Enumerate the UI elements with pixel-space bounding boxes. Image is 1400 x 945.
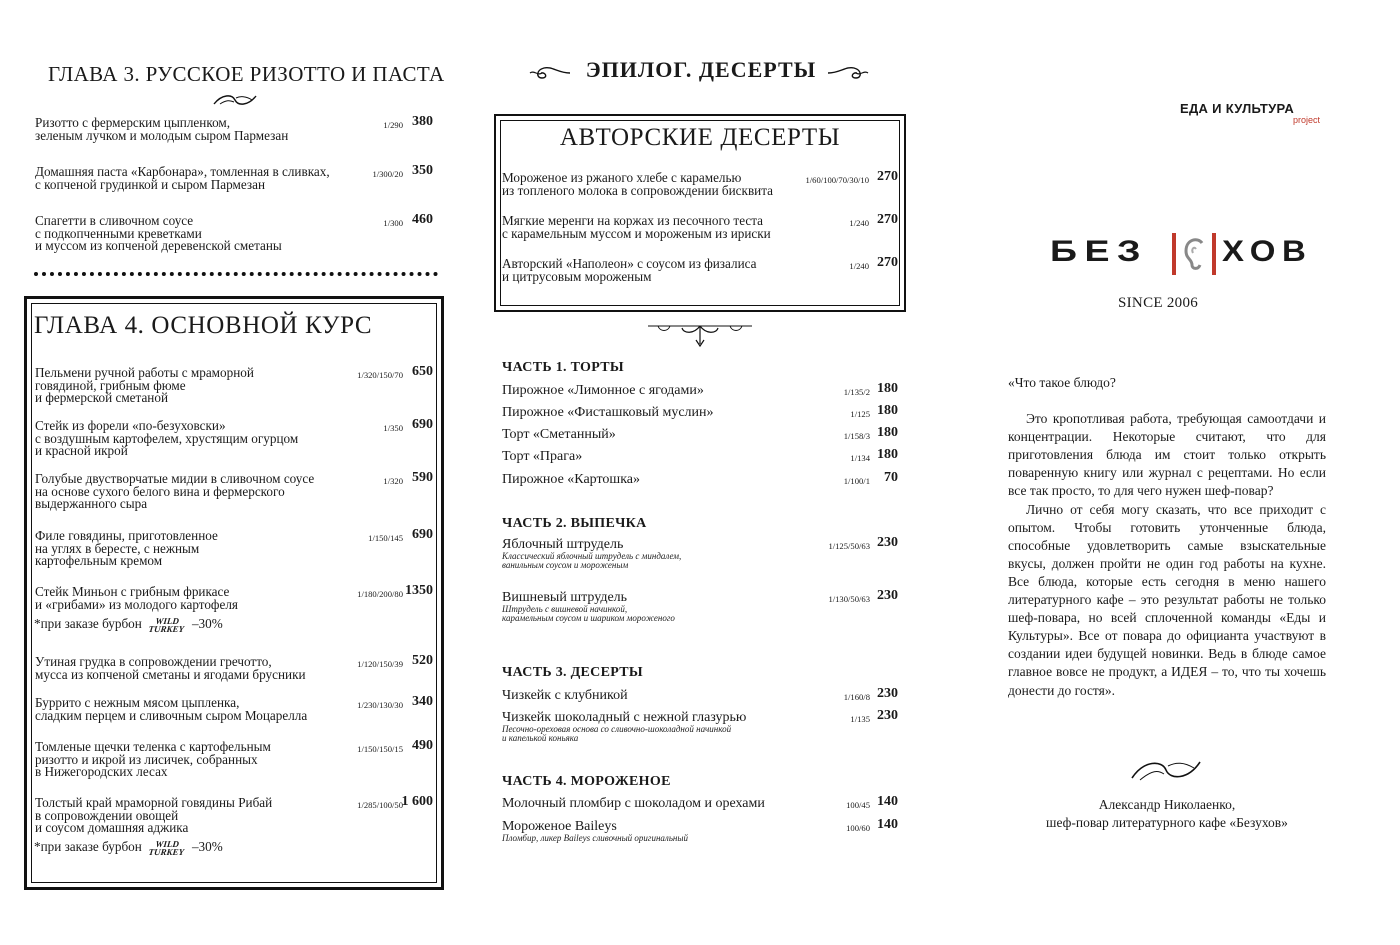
project-brand: ЕДА И КУЛЬТУРА (1180, 101, 1295, 116)
since-year: SINCE 2006 (1118, 295, 1199, 311)
menu-item-name: Вишневый штрудель (502, 590, 628, 605)
menu-item-weight: 1/125 (850, 409, 870, 419)
menu-item (502, 588, 898, 624)
menu-item-weight: 1/240 (849, 261, 869, 271)
menu-item (502, 794, 898, 811)
menu-item (35, 163, 433, 192)
menu-item-weight: 1/350 (383, 423, 403, 433)
menu-item-weight: 1/180/200/80 (357, 589, 403, 599)
menu-item-price: 690 (412, 527, 433, 542)
menu-item-price: 380 (412, 114, 433, 129)
menu-item-weight: 100/45 (846, 800, 870, 810)
menu-item-price: 140 (877, 794, 898, 809)
signature-name: Александр Николаенко, (1098, 797, 1236, 812)
menu-item-price: 340 (412, 694, 433, 709)
menu-item-weight: 1/240 (849, 218, 869, 228)
menu-item-weight: 1/120/150/39 (357, 659, 403, 669)
bourbon-offer (34, 839, 223, 856)
menu-item-name: Торт «Сметанный» (502, 427, 616, 442)
menu-item (502, 425, 898, 442)
menu-item-weight: 1/135 (850, 714, 870, 724)
menu-item-weight: 1/150/145 (368, 533, 403, 543)
menu-item-price: 270 (877, 169, 898, 184)
menu-item-price: 1350 (405, 583, 433, 598)
menu-item-price: 180 (877, 381, 898, 396)
menu-item-price: 490 (412, 738, 433, 753)
ear-icon (1182, 237, 1208, 271)
menu-item-name: Толстый край мраморной говядины Рибай в сопровождении овощей и соусом домашняя аджика (35, 795, 273, 836)
authors-desserts-title: АВТОРСКИЕ ДЕСЕРТЫ (559, 124, 841, 151)
menu-item-weight: 1/134 (850, 453, 870, 463)
menu-item-weight: 1/285/100/50 (357, 800, 403, 810)
menu-item-name: Чизкейк с клубникой (502, 688, 628, 703)
bezukhov-logo (1050, 233, 1313, 275)
menu-item-weight: 1/320 (383, 476, 403, 486)
menu-item-name: Стейк из форели «по-безуховски» с воздушным картофелем, хрустящим огурцом и красной икрой (35, 418, 299, 459)
menu-item-weight: 1/60/100/70/30/10 (805, 175, 869, 185)
menu-item-name: Домашняя паста «Карбонара», томленная в сливках, с копченой грудинкой и сыром Пармезан (35, 164, 330, 192)
menu-item-name: Мороженое Baileys (502, 819, 617, 834)
bourbon-discount: –30% (191, 616, 223, 631)
menu-item-price: 270 (877, 212, 898, 227)
menu-item (502, 403, 898, 420)
menu-item-name: Мороженое из ржаного хлебе с карамелью из топленого молока в сопровождении бисквита (502, 170, 774, 198)
menu-item-name: Пирожное «Лимонное с ягодами» (502, 383, 704, 398)
wild-turkey-logo: WILD TURKEY (148, 615, 185, 634)
chef-signature (1008, 796, 1326, 832)
menu-item-weight: 1/130/50/63 (828, 594, 870, 604)
menu-item (502, 686, 898, 703)
menu-item-name: Пельмени ручной работы с мраморной говядиной, грибным фюме и фермерской сметаной (35, 365, 254, 406)
bourbon-discount: –30% (191, 839, 223, 854)
menu-item-weight: 1/160/8 (843, 692, 870, 702)
menu-item-price: 1 600 (401, 794, 433, 809)
essay-paragraph: Это кропотливая работа, требующая самоотдачи и концентрации. Некоторые считают, что для приготовления блюда им стоит только открыть поваренную книгу или журнал с рецептами. Но если все так просто, то для чего нужен шеф-повар? (1008, 411, 1326, 499)
menu-item-price: 230 (877, 686, 898, 701)
menu-item-price: 230 (877, 535, 898, 550)
menu-item-name: Молочный пломбир с шоколадом и орехами (502, 796, 765, 811)
menu-item-weight: 1/300/20 (372, 169, 403, 179)
menu-item-weight: 1/158/3 (843, 431, 870, 441)
menu-item (502, 817, 898, 843)
menu-item (502, 535, 898, 571)
menu-item (35, 417, 433, 459)
flourish-right-icon (826, 64, 870, 82)
menu-item-name: Пирожное «Картошка» (502, 472, 641, 487)
dessert-part-title: ЧАСТЬ 2. ВЫПЕЧКА (502, 516, 647, 531)
menu-item-weight: 1/125/50/63 (828, 541, 870, 551)
menu-item (35, 653, 433, 682)
signature-role: шеф-повар литературного кафе «Безухов» (1046, 815, 1288, 830)
menu-item-weight: 100/60 (846, 823, 870, 833)
menu-item-name: Торт «Прага» (502, 449, 583, 464)
menu-item (502, 212, 898, 241)
logo-bar-right (1212, 233, 1216, 275)
menu-item-name: Голубые двустворчатые мидии в сливочном соусе на основе сухого белого вина и фермерского выдержанного сыра (35, 471, 315, 512)
logo-bar-left (1172, 233, 1176, 275)
menu-item (502, 708, 898, 744)
menu-item (35, 738, 433, 780)
menu-item (35, 364, 433, 406)
chef-essay (1008, 374, 1326, 700)
menu-item (35, 470, 433, 512)
menu-item (502, 381, 898, 398)
menu-item-name: Авторский «Наполеон» с соусом из физалиса и цитрусовым мороженым (502, 256, 757, 284)
menu-item-name: Томленые щечки теленка с картофельным ризотто и икрой из лисичек, собранных в Нижегородских лесах (35, 739, 271, 780)
menu-item-weight: 1/230/130/30 (357, 700, 403, 710)
menu-item-price: 70 (884, 470, 898, 485)
dessert-part-title: ЧАСТЬ 4. МОРОЖЕНОЕ (502, 774, 671, 789)
menu-item-price: 520 (412, 653, 433, 668)
wild-turkey-logo: WILD TURKEY (148, 838, 185, 857)
menu-item-price: 230 (877, 588, 898, 603)
menu-item (35, 694, 433, 723)
dessert-part-title: ЧАСТЬ 1. ТОРТЫ (502, 360, 624, 375)
menu-item-name: Мягкие меренги на коржах из песочного теста с карамельным муссом и мороженым из ириски (502, 213, 771, 241)
menu-item-price: 650 (412, 364, 433, 379)
essay-paragraph: «Что такое блюдо? (1008, 375, 1116, 390)
menu-item-name: Буррито с нежным мясом цыпленка, сладким перцем и сливочным сыром Моцарелла (35, 695, 308, 723)
menu-item (502, 470, 898, 487)
menu-item-price: 690 (412, 417, 433, 432)
menu-item (502, 255, 898, 284)
menu-item-price: 180 (877, 425, 898, 440)
bourbon-offer (34, 616, 223, 633)
flourish-ornament-icon (212, 92, 258, 108)
bourbon-prefix: *при заказе бурбон (34, 616, 142, 631)
menu-item-price: 590 (412, 470, 433, 485)
menu-item (35, 527, 433, 569)
menu-item-price: 270 (877, 255, 898, 270)
chapter3-title: ГЛАВА 3. РУССКОЕ РИЗОТТО И ПАСТА (48, 62, 445, 86)
menu-item-price: 140 (877, 817, 898, 832)
menu-item-name: Ризотто с фермерским цыпленком, зеленым лучком и молодым сыром Пармезан (35, 115, 289, 143)
menu-item-price: 230 (877, 708, 898, 723)
menu-item-description: Пломбир, ликер Baileys сливочный оригинальный (502, 833, 688, 843)
menu-item-weight: 1/300 (383, 218, 403, 228)
menu-item (502, 169, 898, 198)
epilog-title: ЭПИЛОГ. ДЕСЕРТЫ (585, 57, 817, 82)
signature-flourish-icon (1128, 756, 1204, 786)
menu-item-name: Филе говядины, приготовленное на углях в бересте, с нежным картофельным кремом (35, 528, 218, 569)
menu-item-price: 350 (412, 163, 433, 178)
menu-item-weight: 1/100/1 (843, 476, 870, 486)
dotted-divider (34, 272, 438, 276)
menu-item-name: Стейк Миньон с грибным фрикасе и «грибами» из молодого картофеля (35, 584, 238, 612)
dessert-part-title: ЧАСТЬ 3. ДЕСЕРТЫ (502, 665, 643, 680)
menu-item-name: Утиная грудка в сопровождении гречотто, мусса из копченой сметаны и ягодами брусники (35, 654, 306, 682)
menu-item-description: Штрудель с вишневой начинкой, карамельным соусом и шариком мороженого (502, 604, 675, 624)
menu-item-weight: 1/290 (383, 120, 403, 130)
logo-right-text: ХОВ (1222, 235, 1313, 268)
menu-item-description: Классический яблочный штрудель с миндалем, ванильным соусом и мороженым (502, 551, 682, 571)
menu-item-weight: 1/320/150/70 (357, 370, 403, 380)
chapter4-title: ГЛАВА 4. ОСНОВНОЙ КУРС (34, 312, 373, 339)
menu-item (35, 114, 433, 143)
menu-item-price: 180 (877, 447, 898, 462)
menu-item-description: Песочно-ореховая основа со сливочно-шоколадной начинкой и капелькой коньяка (502, 724, 732, 744)
menu-item (35, 794, 433, 836)
menu-item-price: 180 (877, 403, 898, 418)
menu-item-name: Спагетти в сливочном соусе с подкопченными креветками и муссом из копченой деревенской сметаны (35, 213, 282, 254)
menu-item (35, 583, 433, 612)
menu-item-weight: 1/150/150/15 (357, 744, 403, 754)
menu-item-name: Чизкейк шоколадный с нежной глазурью (502, 710, 747, 725)
menu-item-price: 460 (412, 212, 433, 227)
menu-item-weight: 1/135/2 (843, 387, 870, 397)
divider-ornament-icon (646, 320, 754, 348)
logo-left-text: БЕЗ (1050, 235, 1148, 268)
essay-paragraph: Лично от себя могу сказать, что все приходит с опытом. Чтобы готовить утонченные блюда, способные удовлетворить самые взыскательные вкусы, должен пройти не один год работы на кухне. Все блюда, которые есть сегодня в меню нашего литературного кафе – это результат работы не только шеф-повара, но всей сплоченной команды «Еды и Культуры». Все от повара до официанта участвуют в создании идеи будущей новинки. Ведь в блюде самое главное вовсе не продукт, а ИДЕЯ – то, что ты хочешь донести до гостя». (1008, 501, 1326, 698)
bourbon-prefix: *при заказе бурбон (34, 839, 142, 854)
menu-item-name: Яблочный штрудель (502, 537, 624, 552)
project-brand-sub: project (1293, 115, 1321, 125)
menu-item (502, 447, 898, 464)
menu-item-name: Пирожное «Фисташковый муслин» (502, 405, 714, 420)
menu-item (35, 212, 433, 254)
